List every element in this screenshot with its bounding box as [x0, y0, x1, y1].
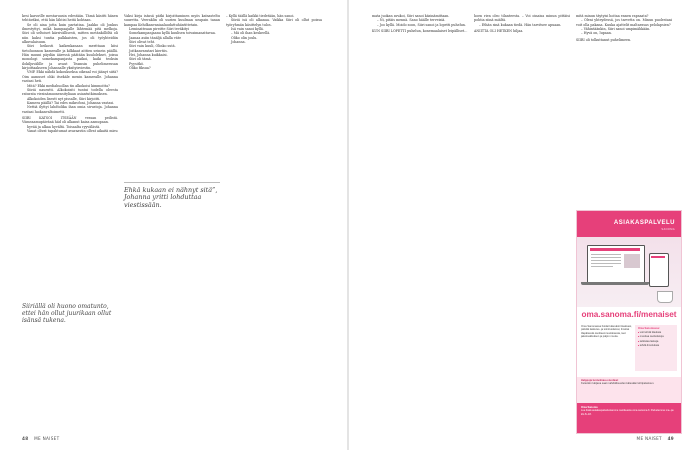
ad-footer-text: Lue lisää asiakaspalvelustamme osoitteesta oma.sanoma.fi. Palvelemme ma–pe klo 8–18.	[581, 409, 674, 416]
paragraph: Siiriä naurutti. Alkokoisiti tuntui todella oleesta raturata viesinämuonensityliaan asiantutkimuksen.	[22, 87, 118, 97]
paragraph: mitä minun täytyisi hoitaa ennen rapsaata?	[576, 14, 649, 18]
left-page-column-3	[226, 14, 322, 428]
paragraph: – Ni, pitäis mennä. Sano häälle terveisiä.	[377, 18, 446, 23]
paragraph: – Mä oli ihan keskeellä.	[231, 31, 271, 36]
phone-icon	[649, 253, 669, 287]
section-lead: ANIITTA OLI HETKEN hiljaa.	[474, 29, 524, 34]
paragraph: – Oleni yhteydessä, jos tarvetta on. Minun puolestani voit olla pakana. Kuuka ajattelit maltaessas pelolapsien?	[576, 18, 672, 27]
ad-device-image	[577, 237, 681, 307]
pull-quote: Siiriällä oli huono omatunto, ettei hän ollut juurikaan ollut isänsä tukena.	[22, 303, 112, 324]
ad-feature-item: ■ muuttaa osoitetietoja	[638, 335, 677, 340]
paragraph: Joitkanvaratari kiertiis.	[129, 48, 168, 53]
ad-feature-item: ■ tehdä ilmoituksia	[638, 344, 677, 349]
ad-feature-item: ■ voit tehdä tilauksia	[638, 331, 677, 336]
paragraph: Somekampanjaanu kyllä kuulisen toivaimanattavaa.	[129, 31, 216, 36]
paragraph: Leminatteaan pireitte Siiri teväkityi	[129, 27, 189, 32]
paragraph: Se oli aina jotta kuin partatina. Jaakko oli Jonkus ilmestyttyi, mikä kampaajalle lähtemää pitä melkoja. Siiri oli seltoiset kärsivällisesti, mitten metänkillöltä oli niin kaksi tuntia palkkaisten, jos oli työyhteidiin alkuvalaisuun.	[22, 22, 118, 45]
laptop-base	[581, 282, 649, 285]
paragraph: hyvää ja alkaa hyvältä. Toisaalta ryyvälästä.	[27, 124, 101, 129]
ad-footer	[577, 403, 681, 433]
ad-footer-title: Oma Sanoma	[581, 406, 598, 409]
ad-feature-title: Oma Sanomassa:	[638, 327, 660, 330]
paragraph: – Ethän sinä kukaan tiedä. Hän tarvitsee apuaan.	[479, 22, 562, 27]
paragraph: kesi karuville mestaruusin edestään. Tämä käsitti hänen tehtäväksi, että hän lähtisi heitä kohtaan.	[22, 14, 118, 23]
paragraph: – Vähintäänkin, Siiri sanoi umpimähkään.	[581, 27, 651, 32]
paragraph: Oliko olin joulu.	[231, 35, 258, 40]
section-lead: KUN SIIRI LOPETTI puhelun, konemaalaiset leipälliset...	[372, 29, 468, 34]
paragraph: Nettiä ilyttyi lahdtolika ihan omia sivustoja. Johanna vastasi luokanvaltoimetti.	[22, 105, 118, 114]
paragraph: mata juokan avukoi, Siiri sanoi käsinämittaan.	[372, 14, 450, 18]
paragraph: – Kyllä täällä kaikki tiedetään, hän sanoi.	[226, 14, 295, 18]
ad-url[interactable]: oma.sanoma.fi/menaiset	[581, 310, 677, 319]
ad-body-text: Oma Sanomassa hoidat kätevästi tilauksesi, päivität laskutus- ja toimitustietosi, ilmoitat tilapäisestä osoitteenmuutoksesta, teet jakeluvalituksen ja paljon muuta.	[581, 325, 632, 339]
paragraph: Siiriä isä oli alkanaa. Vaikka Siiri oli ollut poissa työryhmän käsittelyn tulos.	[226, 18, 322, 27]
paragraph: Siiri heikosti kaikenkanaan merittaan kiisi tietoluonnon kameralle ja kilkkaat aittien seinein päällä. Hän muuni päydän ääressä päätään kuulolekset, joissa monologi somekampanjasta paikoi, kaiki teoksin ilokiljuvälille ja avaut Teamsin puhelimeessan kirjoittaakseen Johannalle yksityisviestin.	[22, 44, 118, 71]
paragraph: Kamera päällä? Tai edes mikrofoni, Johanna vastasi.	[27, 100, 115, 105]
ad-header-title: ASIAKASPALVELU	[613, 220, 675, 226]
paragraph: Vanat olivat tapahtumat avaraaviin ollvat aikaitä mieu	[27, 128, 118, 133]
coffee-cup-icon	[657, 291, 673, 303]
paragraph: – Hyvä on, lupaan.	[581, 31, 612, 36]
section-lead: SIIRI KATSOI ITSEÄÄN vessan peilistä. Viimeaamupäivänä häd oli alkanut kaisa aamupaan.	[22, 115, 118, 125]
ad-info-box	[577, 377, 681, 403]
ad-feature-item: ■ tarkistaa laskuja	[638, 340, 677, 345]
paragraph: Oliko fiksua?	[129, 66, 151, 71]
paragraph: Johanna.	[231, 40, 246, 45]
paragraph: Vaksi kirja isässä pätki kirjoittaminen myös katsasteltu suuretta. Veeraklin oli uurien kuulman ueapain tanan kampaa Kehdkanvaniaalaudattuhäntittetain.	[124, 14, 220, 27]
ad-feature-box	[635, 325, 677, 371]
folio-right	[637, 436, 674, 441]
paragraph: Jaanaa asiin tänäljä allalla väte	[129, 35, 182, 40]
laptop-icon	[587, 245, 645, 283]
magazine-name: ME NAISET	[636, 436, 662, 441]
right-page-column-1	[372, 14, 468, 428]
right-page-column-2	[474, 14, 570, 428]
ad-info-title: Helppoja tunnelmaa e-tuotteet	[581, 379, 619, 382]
paragraph: Pyysitkö.	[129, 61, 144, 66]
left-page-column-1	[22, 14, 118, 428]
page-number: 49	[667, 436, 674, 441]
right-page-column-3	[576, 14, 672, 124]
folio-left	[22, 436, 59, 441]
paragraph: Mitä? Ekki mediahuollan tin alkokoisi kimmoitta?	[27, 83, 110, 88]
customer-service-ad	[576, 210, 682, 434]
paragraph: Siiri vain kuuli, Olinko sutä.	[129, 44, 176, 49]
paragraph: Isä vain sanoi kyllä.	[231, 27, 264, 32]
paragraph: Siiri oli tämä.	[129, 57, 152, 62]
magazine-name: ME NAISET	[34, 436, 60, 441]
paragraph: hoen rien oleo tilanteesta. – Voi oinaisa minun pittäisi pohtia siinä miältä.	[474, 14, 570, 23]
page-number: 48	[22, 436, 29, 441]
ad-header	[577, 211, 681, 237]
pull-quote: Ehkä kukaan ei nähnyt sitä”, Johanna yritti lohduttaa viestissään.	[124, 182, 220, 243]
paragraph: Alkokoiden lisestt nyt pissalle, Siiri kirjoitti.	[27, 96, 101, 101]
paragraph: Siiri olivat teht.	[129, 40, 156, 45]
paragraph: VMP. Ekki nähdä kokoukseksa oikeaal voi jäänyt siitä? Oim aamuset ohki itsekäle menin kameralle. Johanna vastasi heti.	[22, 70, 118, 84]
section-lead: SIIRI oli tolkuttanut puhelimeen.	[576, 37, 632, 42]
ad-header-brand: SANOMA	[661, 228, 675, 231]
ad-body	[577, 325, 681, 375]
paragraph: Hei, Johanna kuikkaisi.	[129, 53, 168, 58]
ad-info-text: Kuitenkin lukijana saat mahdollisuuden kätevään lehtipalveluun.	[581, 382, 655, 386]
paragraph: – Joo kyllä. Moido soon, Siiri sanoi ja lopetti puhelun.	[377, 22, 466, 27]
